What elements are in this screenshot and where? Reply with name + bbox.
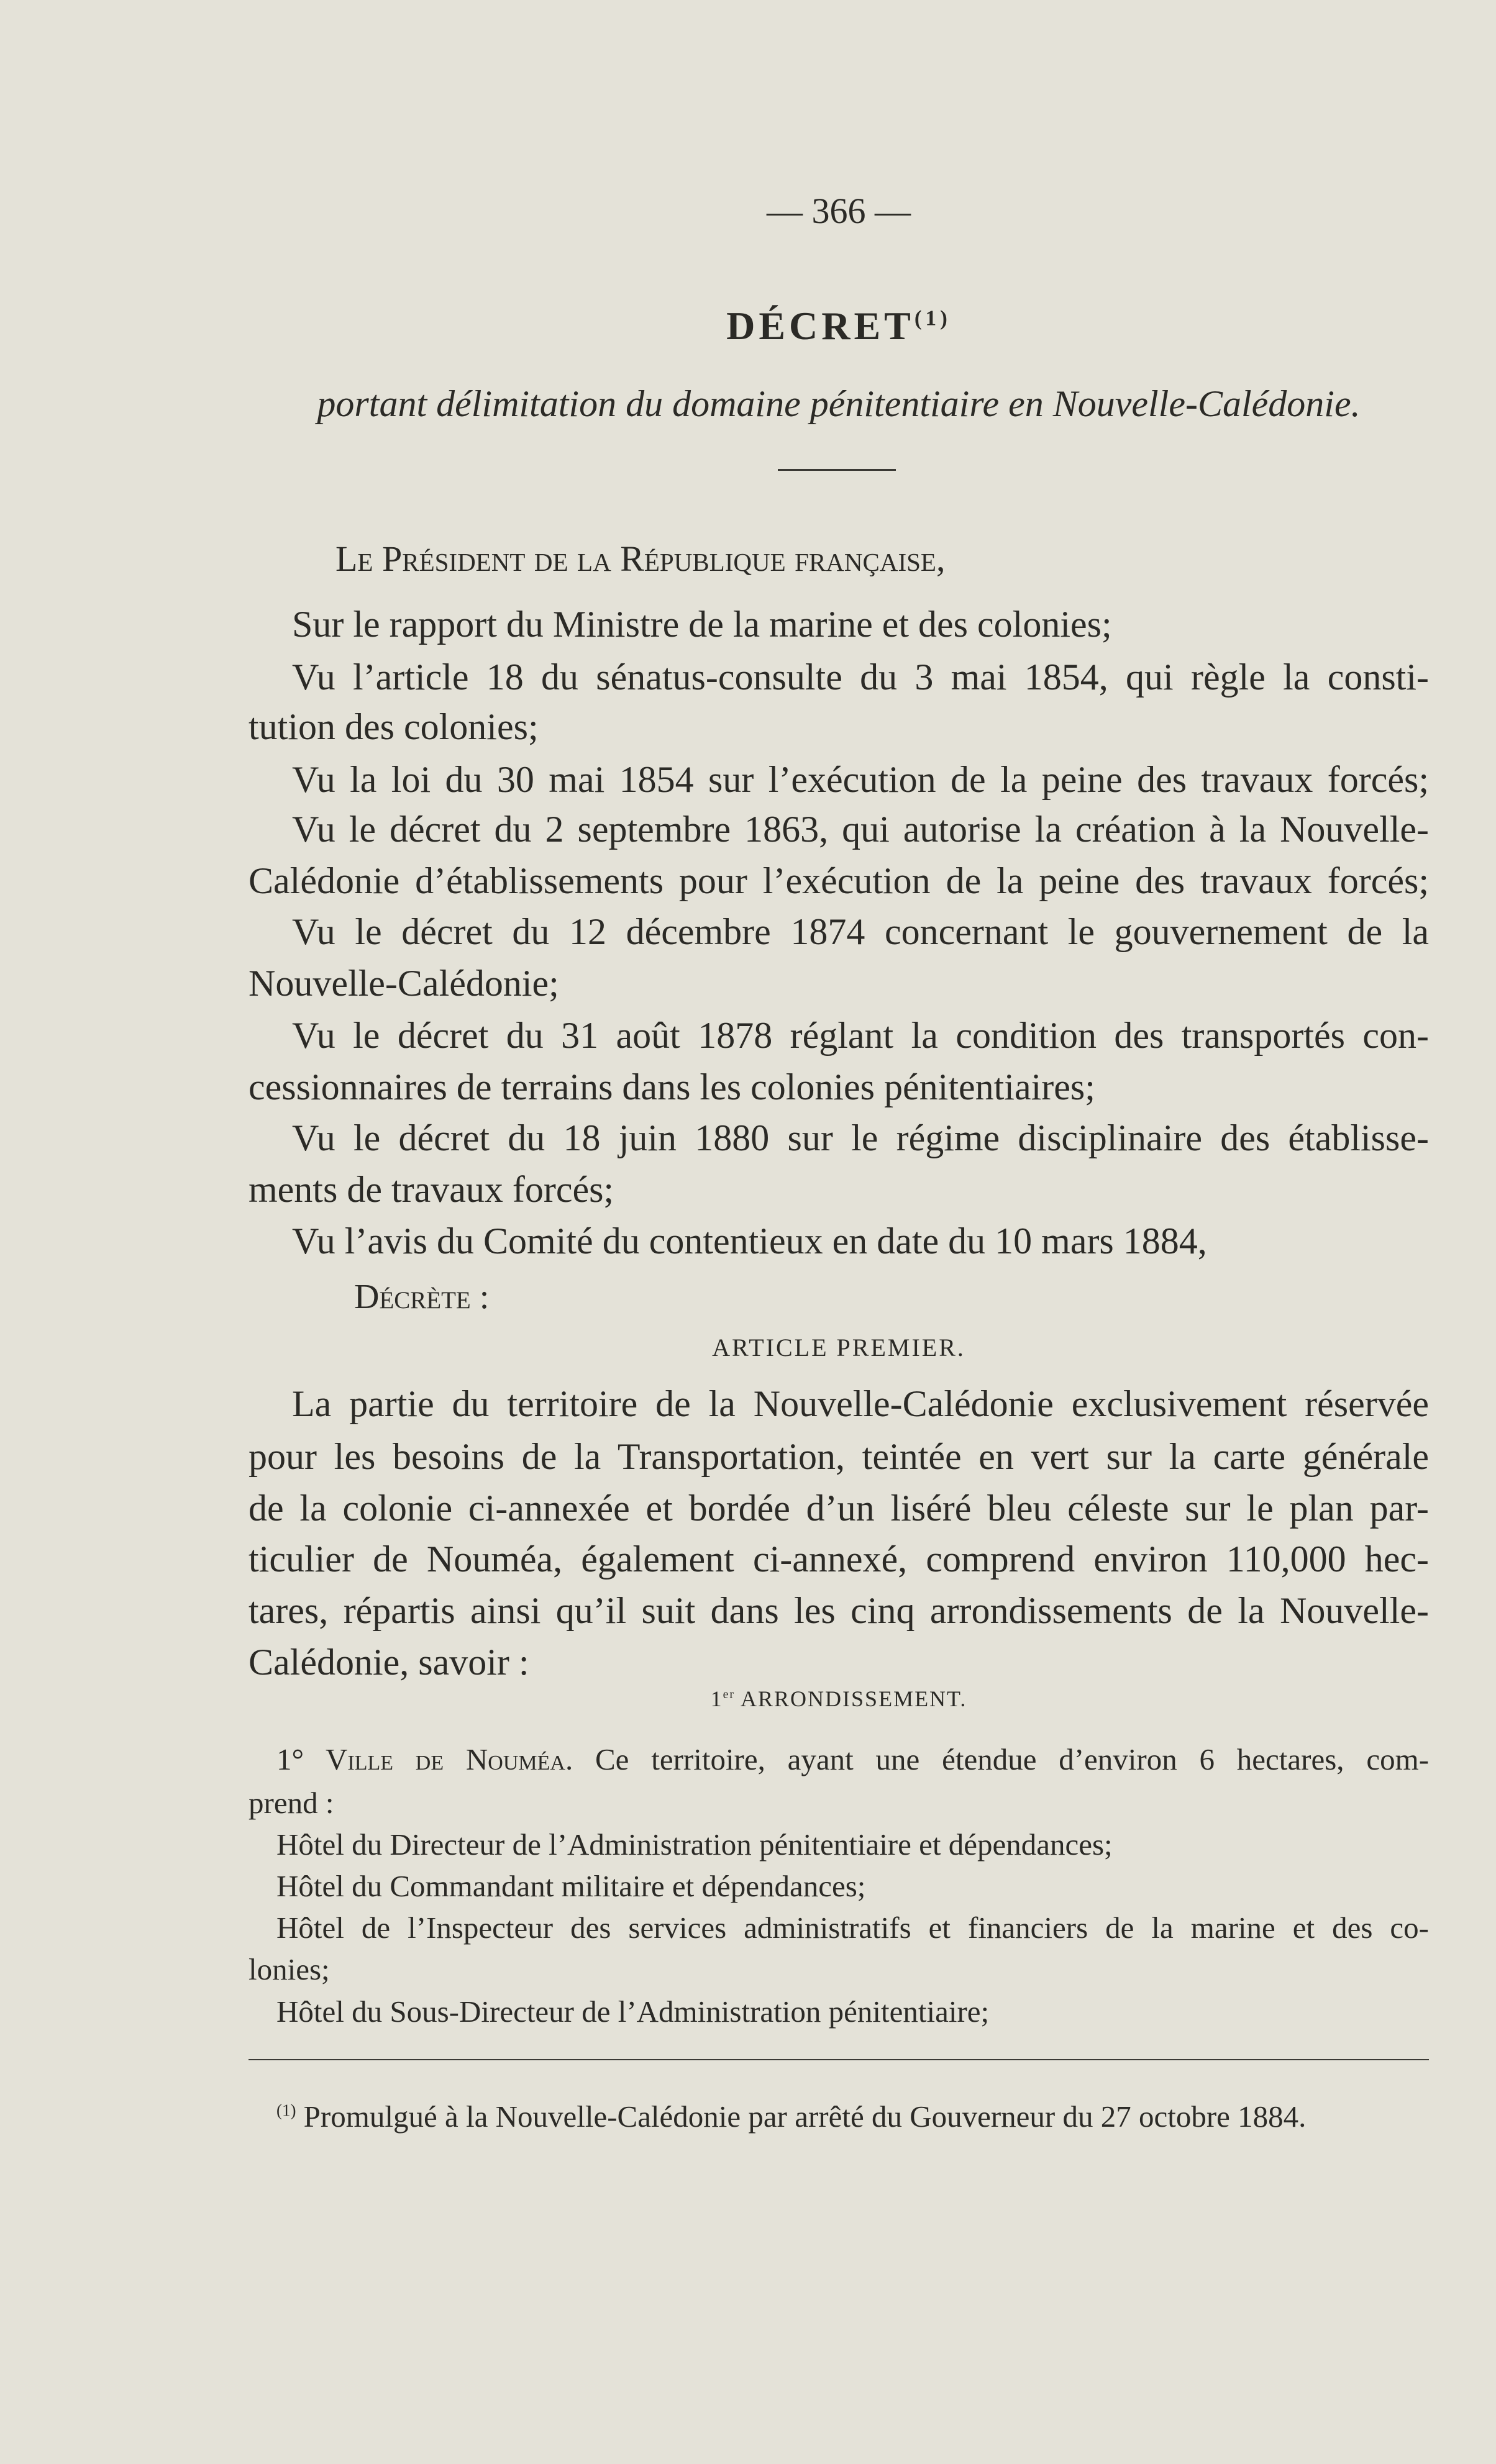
considerant-line: tution des colonies; <box>249 706 539 747</box>
item-lead: 1° Ville de Nouméa. <box>276 1742 573 1776</box>
considerant-line: cessionnaires de terrains dans les colonies pénitentiaires; <box>249 1066 1095 1107</box>
considerant-line: Sur le rapport du Ministre de la marine et des colonies; <box>292 604 1112 645</box>
section-number: 1 <box>710 1686 723 1711</box>
considerant-line: Vu le décret du 12 décembre 1874 concernant le gouvernement de la <box>292 911 1429 952</box>
item-line: lonies; <box>249 1952 330 1986</box>
article-line: de la colonie ci-annexée et bordée d’un liséré bleu céleste sur le plan par- <box>249 1488 1429 1529</box>
page-number: — 366 — <box>767 191 911 231</box>
section-number-suffix: er <box>723 1688 735 1701</box>
separator-rule <box>778 469 896 471</box>
footnote <box>276 2096 1429 2137</box>
title-footnote-mark: (1) <box>914 306 951 330</box>
considerant-line: Vu l’avis du Comité du contentieux en date du 10 mars 1884, <box>292 1221 1207 1262</box>
item-line: prend : <box>249 1786 334 1820</box>
footnote-rule <box>249 2059 1429 2060</box>
item-text: Ce territoire, ayant une étendue d’environ 6 hectares, com- <box>595 1742 1430 1776</box>
decree-title <box>249 298 1429 354</box>
considerant-line: Vu la loi du 30 mai 1854 sur l’exécution de la peine des travaux forcés; <box>292 759 1429 800</box>
article-line: ticulier de Nouméa, également ci-annexé, comprend environ 110,000 hec- <box>249 1539 1429 1580</box>
footnote-mark: (1) <box>276 2101 296 2120</box>
item-line: Hôtel du Directeur de l’Administration pénitentiaire et dépendances; <box>276 1827 1113 1862</box>
considerant-line: Vu l’article 18 du sénatus-consulte du 3 mai 1854, qui règle la consti- <box>292 657 1429 698</box>
considerant-line: Calédonie d’établissements pour l’exécution de la peine des travaux forcés; <box>249 860 1429 901</box>
article-line: pour les besoins de la Transportation, teintée en vert sur la carte générale <box>249 1436 1429 1477</box>
item-line: Hôtel du Sous-Directeur de l’Administration pénitentiaire; <box>276 1994 990 2029</box>
considerant-line: Nouvelle-Calédonie; <box>249 963 559 1004</box>
preamble: Le Président de la République française, <box>335 539 946 579</box>
article-line: tares, répartis ainsi qu’il suit dans les cinq arrondissements de la Nouvelle- <box>249 1590 1429 1631</box>
considerant-line: Vu le décret du 18 juin 1880 sur le régime disciplinaire des établisse- <box>292 1117 1429 1158</box>
considerant-line: ments de travaux forcés; <box>249 1169 614 1210</box>
item-line: Hôtel de l’Inspecteur des services administratifs et financiers de la marine et des co- <box>276 1911 1429 1945</box>
decree-subtitle: portant délimitation du domaine pénitentiaire en Nouvelle-Calédonie. <box>317 383 1361 424</box>
article-line: La partie du territoire de la Nouvelle-Calédonie exclusivement réservée <box>292 1383 1429 1424</box>
considerant-line: Vu le décret du 2 septembre 1863, qui autorise la création à la Nouvelle- <box>292 809 1429 850</box>
item-first-line <box>276 1739 1429 1780</box>
article-heading: ARTICLE PREMIER. <box>712 1334 965 1362</box>
decree-title-text: DÉCRET <box>726 304 914 348</box>
section-heading <box>249 1680 1429 1717</box>
article-line: Calédonie, savoir : <box>249 1642 529 1683</box>
decrete-label: Décrète : <box>354 1278 490 1316</box>
item-line: Hôtel du Commandant militaire et dépendances; <box>276 1869 866 1903</box>
section-label: ARRONDISSEMENT. <box>741 1686 967 1711</box>
considerant-line: Vu le décret du 31 août 1878 réglant la condition des transportés con- <box>292 1015 1429 1056</box>
footnote-text: Promulgué à la Nouvelle-Calédonie par arrêté du Gouverneur du 27 octobre 1884. <box>303 2099 1307 2134</box>
